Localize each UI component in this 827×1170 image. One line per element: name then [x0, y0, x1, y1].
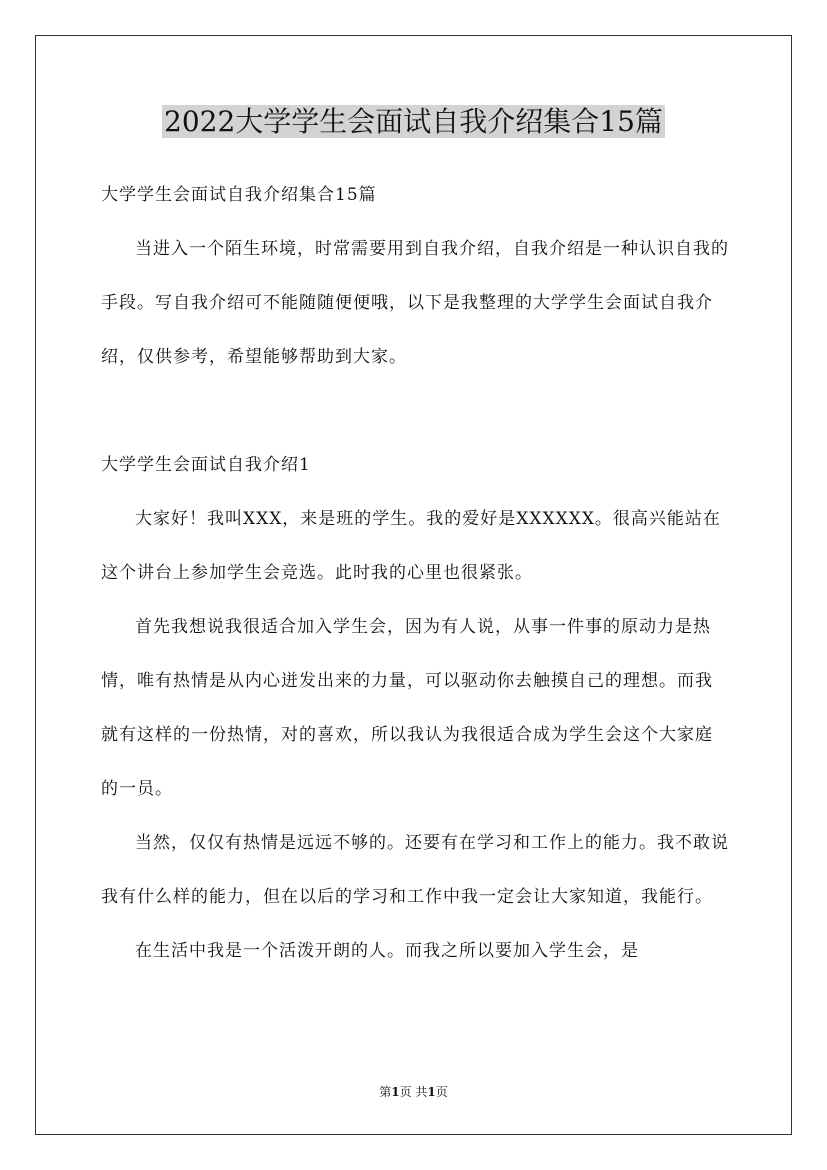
- page-suffix: 页: [435, 1085, 448, 1099]
- intro-paragraph: 当进入一个陌生环境，时常需要用到自我介绍，自我介绍是一种认识自我的手段。写自我介绍可不能随随便便哦，以下是我整理的大学学生会面试自我介绍，仅供参考，希望能够帮助到大家。: [101, 239, 729, 367]
- document-subtitle: 大学学生会面试自我介绍集合15篇: [101, 185, 377, 205]
- section-heading: 大学学生会面试自我介绍1: [101, 455, 311, 475]
- document-title-text: 2022大学学生会面试自我介绍集合15篇: [164, 105, 663, 138]
- body-paragraph-2: 首先我想说我很适合加入学生会，因为有人说，从事一件事的原动力是热情，唯有热情是从内心迸发出来的力量，可以驱动你去触摸自己的理想。而我就有这样的一份热情，对的喜欢，所以我认为我很适合成为学生会这个大家庭的一员。: [101, 617, 713, 799]
- page-total: 1: [427, 1085, 436, 1099]
- document-body: [101, 168, 729, 978]
- document-title: [0, 100, 827, 144]
- body-paragraph-1: 大家好！我叫XXX，来是班的学生。我的爱好是XXXXXX。很高兴能站在这个讲台上参加学生会竞选。此时我的心里也很紧张。: [101, 509, 721, 583]
- page-mid: 页 共: [399, 1085, 428, 1099]
- page-current: 1: [391, 1085, 400, 1099]
- paragraph-spacer: [101, 384, 729, 438]
- body-paragraph-4: 在生活中我是一个活泼开朗的人。而我之所以要加入学生会，是: [135, 941, 639, 961]
- body-paragraph-3: 当然，仅仅有热情是远远不够的。还要有在学习和工作上的能力。我不敢说我有什么样的能力，但在以后的学习和工作中我一定会让大家知道，我能行。: [101, 833, 729, 907]
- page-prefix: 第: [379, 1085, 392, 1099]
- page-footer: [0, 1082, 827, 1102]
